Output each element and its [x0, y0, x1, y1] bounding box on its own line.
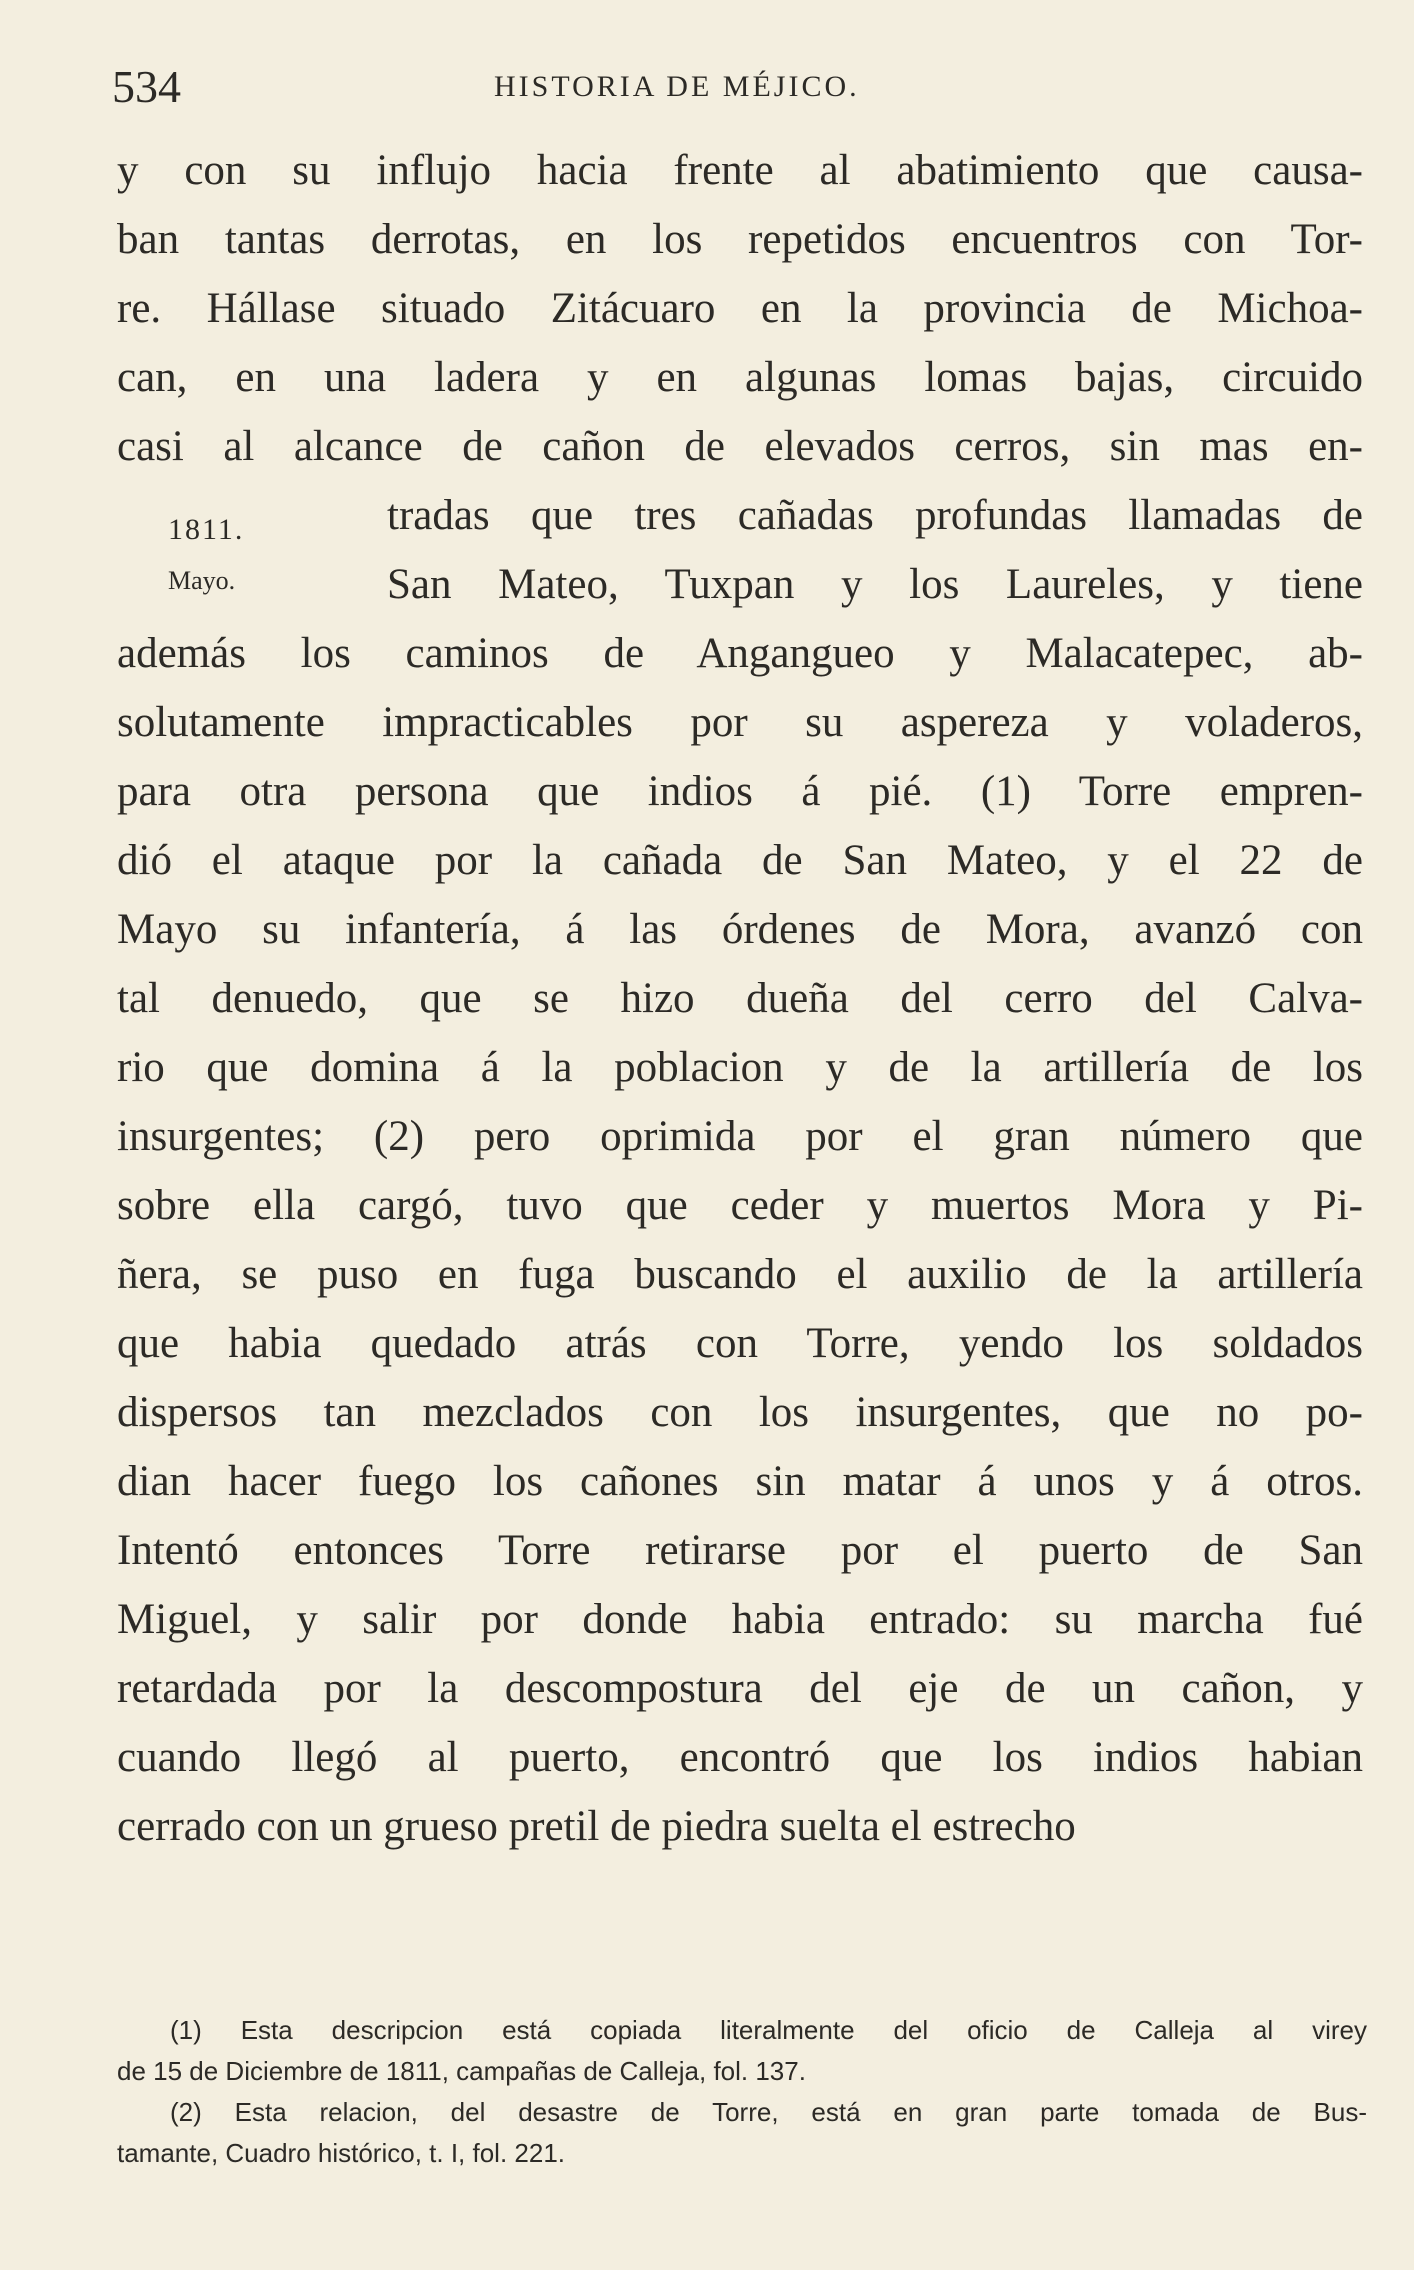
running-title: HISTORIA DE MÉJICO.	[494, 70, 860, 103]
text-line: Mayo su infantería, á las órdenes de Mora, avanzó con	[117, 906, 1363, 953]
page-number: 534	[112, 61, 181, 112]
text-line: tal denuedo, que se hizo dueña del cerro del Calva-	[117, 975, 1363, 1022]
footnote-line: tamante, Cuadro histórico, t. I, fol. 221.	[117, 2138, 566, 2168]
text-line: casi al alcance de cañon de elevados cerros, sin mas en-	[117, 423, 1363, 470]
text-line: Miguel, y salir por donde habia entrado: su marcha fué	[117, 1596, 1363, 1643]
text-line: que habia quedado atrás con Torre, yendo los soldados	[117, 1320, 1363, 1367]
text-line: Intentó entonces Torre retirarse por el puerto de San	[117, 1527, 1363, 1574]
footnote-line: (1) Esta descripcion está copiada literalmente del oficio de Calleja al virey	[170, 2015, 1367, 2045]
text-line: cerrado con un grueso pretil de piedra suelta el estrecho	[117, 1803, 1076, 1850]
text-line: can, en una ladera y en algunas lomas bajas, circuido	[117, 354, 1363, 401]
text-line: para otra persona que indios á pié. (1) Torre empren-	[117, 768, 1363, 815]
footnotes	[117, 2010, 1367, 2174]
text-line: ban tantas derrotas, en los repetidos encuentros con Tor-	[117, 216, 1363, 263]
text-line: y con su influjo hacia frente al abatimiento que causa-	[117, 147, 1363, 194]
margin-note-month: Mayo.	[168, 566, 236, 595]
text-line: tradas que tres cañadas profundas llamadas de	[387, 492, 1363, 539]
text-line: solutamente impracticables por su aspereza y voladeros,	[117, 699, 1363, 746]
text-line: San Mateo, Tuxpan y los Laureles, y tiene	[387, 561, 1363, 608]
text-line: dió el ataque por la cañada de San Mateo, y el 22 de	[117, 837, 1363, 884]
text-line: sobre ella cargó, tuvo que ceder y muertos Mora y Pi-	[117, 1182, 1363, 1229]
text-line: además los caminos de Angangueo y Malacatepec, ab-	[117, 630, 1363, 677]
footnote-line: (2) Esta relacion, del desastre de Torre, está en gran parte tomada de Bus-	[170, 2097, 1367, 2127]
text-line: dispersos tan mezclados con los insurgentes, que no po-	[117, 1389, 1363, 1436]
page-header	[112, 60, 1362, 120]
text-line: ñera, se puso en fuga buscando el auxilio de la artillería	[117, 1251, 1363, 1298]
body-text	[117, 136, 1363, 1861]
text-line: dian hacer fuego los cañones sin matar á unos y á otros.	[117, 1458, 1363, 1505]
text-line: cuando llegó al puerto, encontró que los indios habian	[117, 1734, 1363, 1781]
footnote-line: de 15 de Diciembre de 1811, campañas de Calleja, fol. 137.	[117, 2056, 806, 2086]
text-line: rio que domina á la poblacion y de la artillería de los	[117, 1044, 1363, 1091]
text-line: retardada por la descompostura del eje de un cañon, y	[117, 1665, 1363, 1712]
text-line: insurgentes; (2) pero oprimida por el gran número que	[117, 1113, 1363, 1160]
margin-note-year: 1811.	[168, 513, 245, 546]
text-line: re. Hállase situado Zitácuaro en la provincia de Michoa-	[117, 285, 1363, 332]
